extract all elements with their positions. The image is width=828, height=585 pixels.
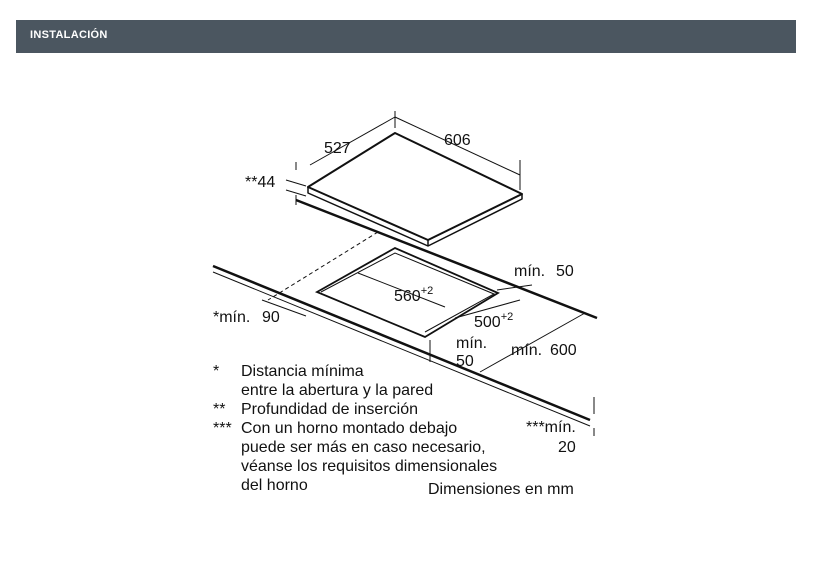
- front-clearance-value: 50: [456, 353, 474, 370]
- insertion-depth-label: **44: [245, 174, 276, 191]
- footnote: [213, 362, 497, 400]
- footnote-mark: **: [213, 401, 226, 418]
- worktop-thickness-value: 20: [558, 439, 576, 456]
- footnote-text: Profundidad de inserción: [241, 401, 419, 418]
- width-label: 606: [444, 132, 471, 149]
- footnotes: [213, 362, 497, 495]
- worktop-depth-value: 600: [550, 342, 577, 359]
- worktop-depth-prefix: mín.: [511, 342, 543, 359]
- footnote: [213, 400, 497, 419]
- front-clearance-prefix: mín.: [456, 335, 488, 352]
- rear-clearance-value: 50: [556, 263, 574, 280]
- footnote-mark: *: [213, 363, 220, 380]
- worktop-thickness-prefix: ***mín.: [526, 419, 576, 436]
- units-note: Dimensiones en mm: [428, 481, 574, 498]
- footnote-text: Con un horno montado debajo puede ser más en caso necesario, véanse los requisitos dimensionales del horno: [241, 420, 498, 494]
- footnote-mark: ***: [213, 420, 232, 437]
- cutout-width-label: $560^{+2}$: [394, 285, 434, 305]
- footnote-text: Distancia mínima entre la abertura y la pared: [241, 363, 434, 399]
- cutout-depth-label: $500^{+2}$: [474, 311, 514, 331]
- rear-clearance-prefix: mín.: [514, 263, 546, 280]
- side-clearance-prefix: *mín.: [213, 309, 251, 326]
- section-title: INSTALACIÓN: [30, 29, 108, 41]
- depth-label: 527: [324, 140, 351, 157]
- side-clearance-value: 90: [262, 309, 280, 326]
